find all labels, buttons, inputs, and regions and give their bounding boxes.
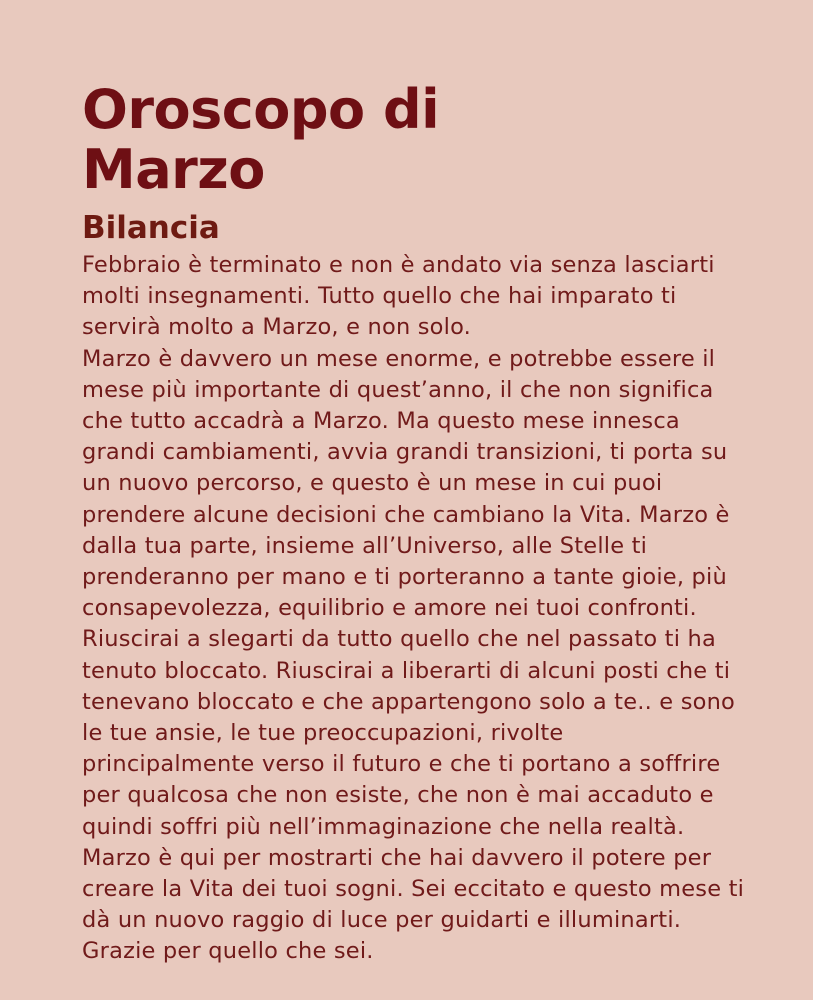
title-line-2: Marzo	[82, 138, 265, 201]
page-title	[82, 80, 773, 200]
body-line: tenuto bloccato. Riuscirai a liberarti di alcuni posti che ti	[82, 657, 731, 684]
title-line-1: Oroscopo di	[82, 78, 440, 141]
body-line: mese più importante di quest’anno, il che non significa	[82, 376, 714, 403]
body-line: tenevano bloccato e che appartengono solo a te.. e sono	[82, 688, 736, 715]
body-line: le tue ansie, le tue preoccupazioni, rivolte	[82, 720, 564, 747]
body-line: Febbraio è terminato e non è andato via senza lasciarti	[82, 252, 715, 278]
body-line: un nuovo percorso, e questo è un mese in cui puoi	[82, 470, 663, 497]
body-line: dalla tua parte, insieme all’Universo, alle Stelle ti	[82, 532, 648, 559]
body-line: Riuscirai a slegarti da tutto quello che nel passato ti ha	[82, 626, 716, 653]
body-line: principalmente verso il futuro e che ti portano a soffrire	[82, 751, 721, 778]
body-line: molti insegnamenti. Tutto quello che hai imparato ti	[82, 283, 677, 310]
body-line: servirà molto a Marzo, e non solo.	[82, 314, 472, 341]
body-line: per qualcosa che non esiste, che non è mai accaduto e	[82, 782, 714, 809]
body-line: che tutto accadrà a Marzo. Ma questo mese innesca	[82, 408, 680, 435]
body-line: creare la Vita dei tuoi sogni. Sei eccitato e questo mese ti	[82, 876, 745, 903]
body-line: prenderanno per mano e ti porteranno a tante gioie, più	[82, 564, 727, 591]
horoscope-body	[82, 250, 773, 968]
body-line: Marzo è qui per mostrarti che hai davvero il potere per	[82, 844, 712, 871]
body-line: Marzo è davvero un mese enorme, e potrebbe essere il	[82, 345, 716, 372]
body-line: quindi soffri più nell’immaginazione che nella realtà.	[82, 813, 685, 840]
body-line: dà un nuovo raggio di luce per guidarti e illuminarti.	[82, 907, 682, 934]
body-line: prendere alcune decisioni che cambiano la Vita. Marzo è	[82, 501, 730, 528]
body-line: consapevolezza, equilibrio e amore nei tuoi confronti.	[82, 595, 697, 622]
zodiac-sign-heading: Bilancia	[82, 210, 220, 246]
body-line: grandi cambiamenti, avvia grandi transizioni, ti porta su	[82, 439, 728, 466]
body-line: Grazie per quello che sei.	[82, 938, 374, 965]
